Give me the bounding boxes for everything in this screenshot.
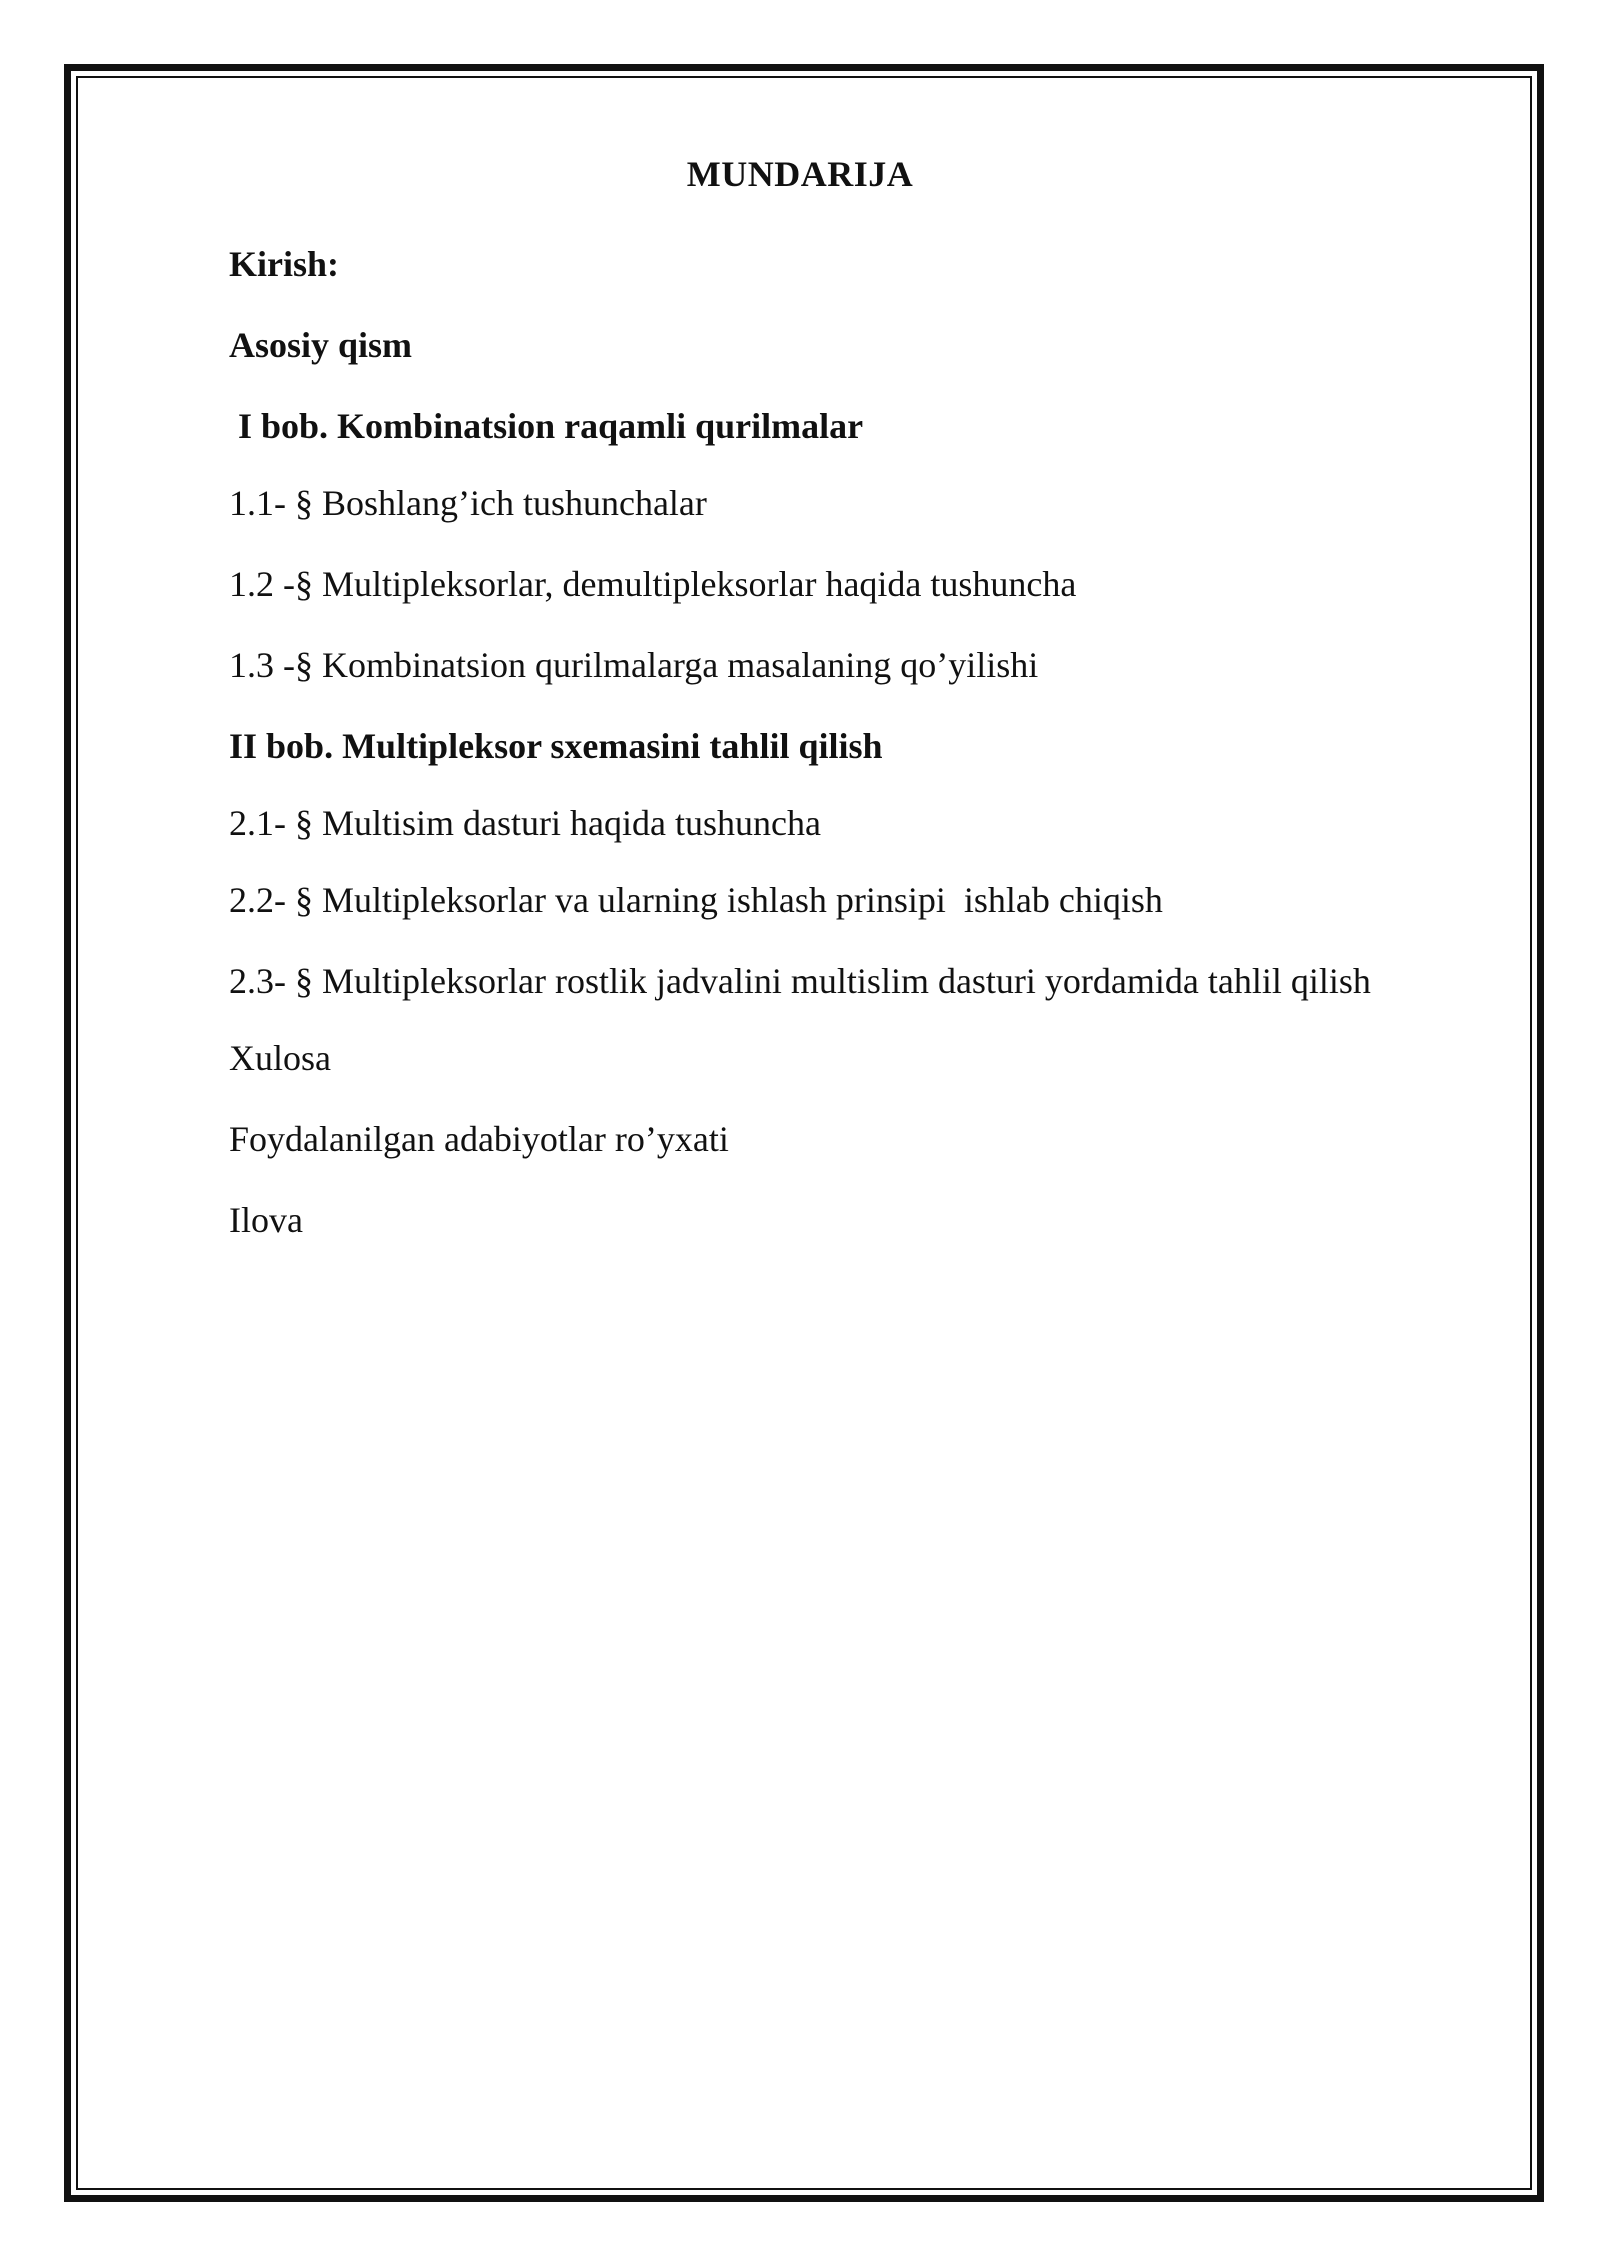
toc-item-section-2-1: 2.1- § Multisim dasturi haqida tushuncha <box>229 803 821 843</box>
toc-item-asosiy-qism: Asosiy qism <box>229 325 413 365</box>
toc-item-kirish: Kirish: <box>229 244 340 284</box>
toc-item-chapter-2: II bob. Multipleksor sxemasini tahlil qilish <box>229 726 883 766</box>
toc-item-references: Foydalanilgan adabiyotlar ro’yxati <box>229 1119 729 1159</box>
toc-item-section-1-3: 1.3 -§ Kombinatsion qurilmalarga masalaning qo’yilishi <box>229 645 1039 685</box>
toc-item-section-2-3: 2.3- § Multipleksorlar rostlik jadvalini multislim dasturi yordamida tahlil qilish <box>229 961 1371 1001</box>
toc-item-section-1-2: 1.2 -§ Multipleksorlar, demultipleksorlar haqida tushuncha <box>229 564 1077 604</box>
toc-item-xulosa: Xulosa <box>229 1038 331 1078</box>
toc-item-section-1-1: 1.1- § Boshlang’ich tushunchalar <box>229 483 707 523</box>
toc-item-ilova: Ilova <box>229 1200 303 1240</box>
toc-item-chapter-1: I bob. Kombinatsion raqamli qurilmalar <box>229 406 864 446</box>
toc-item-section-2-2: 2.2- § Multipleksorlar va ularning ishlash prinsipi ishlab chiqish <box>229 880 1163 920</box>
page-title: MUNDARIJA <box>686 154 914 194</box>
